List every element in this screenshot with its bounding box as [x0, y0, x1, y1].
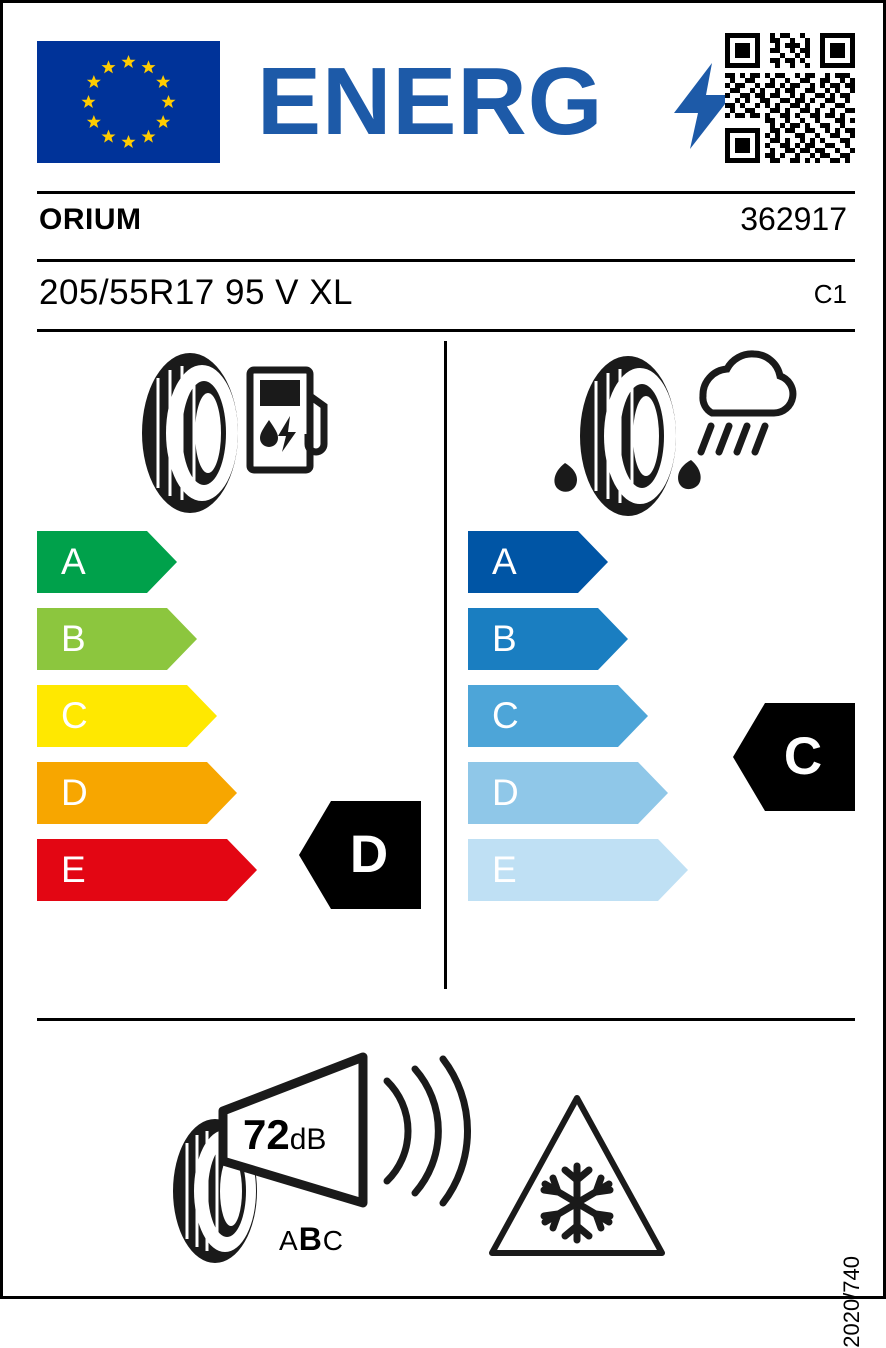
- wet-grip-result-letter: C: [783, 727, 823, 786]
- grade-row-a: [37, 531, 257, 593]
- model-number: 362917: [740, 201, 847, 237]
- label-header: [37, 33, 855, 173]
- noise-class-b: B: [298, 1221, 323, 1257]
- divider-vertical: [444, 341, 447, 989]
- fuel-grade-letter-b: B: [61, 618, 86, 659]
- eu-flag-icon: [37, 41, 220, 163]
- grade-row-a: [468, 531, 688, 593]
- grade-row-b: [37, 608, 257, 670]
- tyre-rain-cloud-icon: [543, 348, 793, 523]
- noise-class-c: C: [322, 1225, 345, 1256]
- grade-row-c: [37, 685, 257, 747]
- fuel-grade-letter-a: A: [61, 541, 86, 582]
- qr-code-icon: [725, 33, 855, 163]
- noise-unit: dB: [289, 1123, 327, 1156]
- wet-grade-letter-c: C: [492, 695, 519, 736]
- brand-name: ORIUM: [39, 203, 142, 236]
- fuel-grade-letter-e: E: [61, 849, 86, 890]
- wet-grade-letter-b: B: [492, 618, 517, 659]
- fuel-grade-letter-c: C: [61, 695, 88, 736]
- wet-grip-result-badge: [733, 703, 855, 811]
- divider-size: [37, 329, 855, 332]
- grade-row-b: [468, 608, 688, 670]
- noise-number: 72: [243, 1111, 290, 1158]
- wet-grade-letter-a: A: [492, 541, 517, 582]
- regulation-reference: 2020/740: [839, 1256, 864, 1348]
- divider-noise: [37, 1018, 855, 1021]
- wet-grade-letter-e: E: [492, 849, 517, 890]
- grade-row-e: [468, 839, 688, 901]
- grade-row-c: [468, 685, 688, 747]
- mountain-snowflake-icon: [490, 1088, 665, 1263]
- fuel-efficiency-result-badge: [299, 801, 421, 909]
- wet-grade-letter-d: D: [492, 772, 519, 813]
- grade-row-d: [468, 762, 688, 824]
- tyre-class: C1: [813, 279, 847, 309]
- divider-brand: [37, 259, 855, 262]
- noise-class-scale: [279, 1221, 344, 1258]
- grade-row-d: [37, 762, 257, 824]
- fuel-efficiency-result-letter: D: [349, 825, 389, 884]
- energy-wordmark: ENERG: [257, 48, 604, 155]
- fuel-efficiency-scale: [37, 531, 257, 916]
- noise-class-a: A: [279, 1225, 299, 1256]
- grade-row-e: [37, 839, 257, 901]
- tyre-size: 205/55R17 95 V XL: [39, 273, 354, 312]
- tyre-fuel-pump-icon: [128, 348, 328, 518]
- wet-grip-scale: [468, 531, 688, 916]
- noise-value: [243, 1111, 326, 1159]
- fuel-grade-letter-d: D: [61, 772, 88, 813]
- divider-top: [37, 191, 855, 194]
